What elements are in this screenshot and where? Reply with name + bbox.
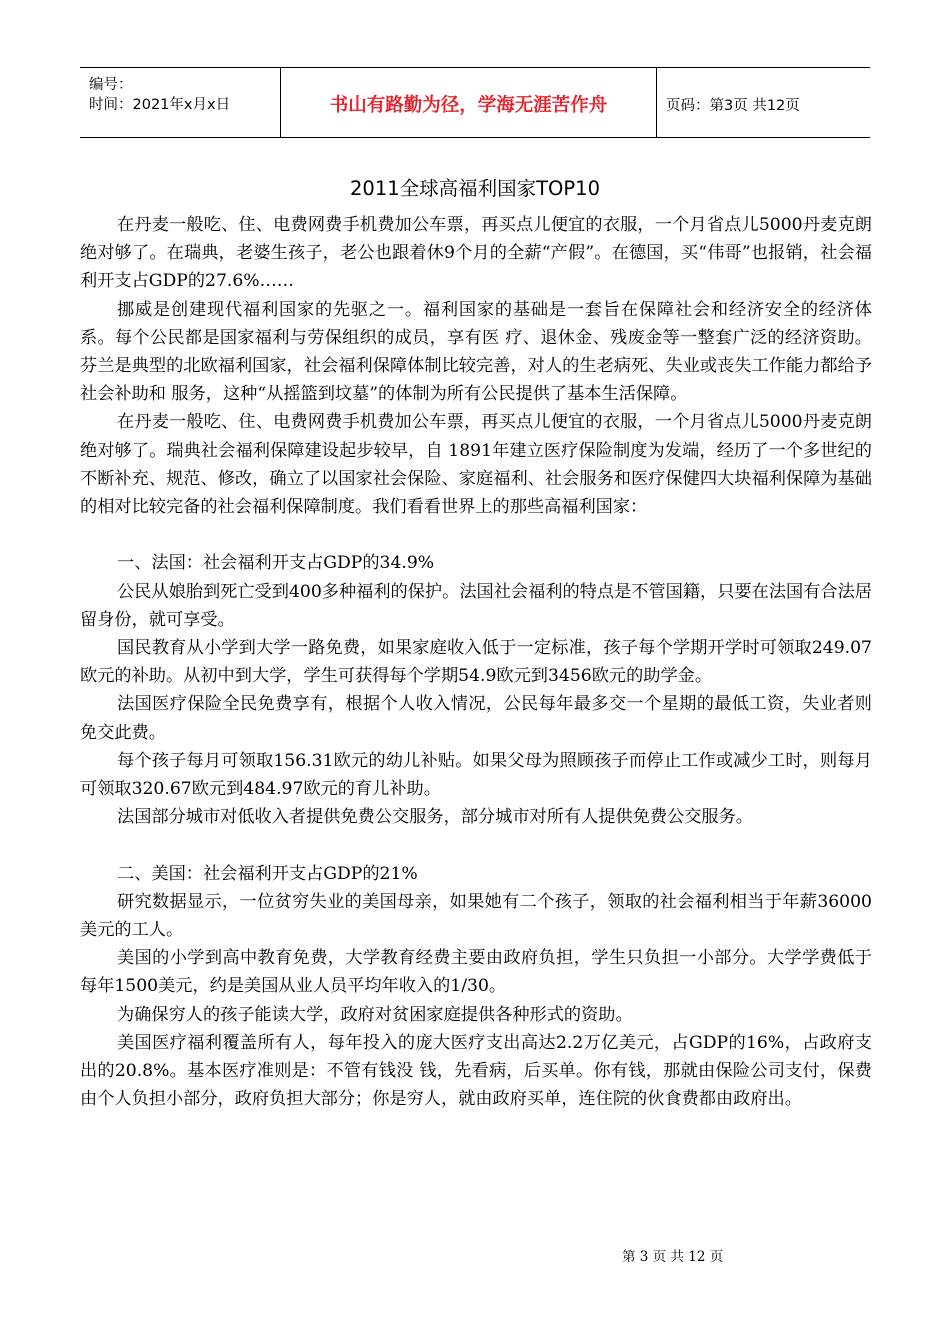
section-heading-usa: 二、美国：社会福利开支占GDP的21% [117,863,418,884]
paragraph: 美国医疗福利覆盖所有人，每年投入的庞大医疗支出高达2.2万亿美元，占GDP的16%，占政府支出的20.8%。基本医疗准则是：不管有钱没 钱，先看病，后买单。你有钱，那就由保险公司支付，保费由个人负担小部分，政府负担大部分；你是穷人，就由政府买单，连住院的伙食费都由政府出。 [80,1032,872,1110]
paragraph: 为确保穷人的孩子能读大学，政府对贫困家庭提供各种形式的资助。 [117,1004,633,1025]
number-label: 编号： [89,77,133,93]
header-page-cell [657,68,870,137]
paragraph: 挪威是创建现代福利国家的先驱之一。福利国家的基础是一套旨在保障社会和经济安全的经济体系。每个公民都是国家福利与劳保组织的成员，享有医 疗、退休金、残废金等一整套广泛的经济资助。芬兰是典型的北欧福利国家，社会福利保障体制比较完善，对人的生老病死、失业或丧失工作能力都给予社会补助和 服务，这种“从摇篮到坟墓”的体制为所有公民提供了基本生活保障。 [80,299,872,405]
paragraph: 法国医疗保险全民免费享有，根据个人收入情况，公民每年最多交一个星期的最低工资，失业者则免交此费。 [80,694,872,743]
paragraph: 国民教育从小学到大学一路免费，如果家庭收入低于一定标准，孩子每个学期开学时可领取249.07欧元的补助。从初中到大学，学生可获得每个学期54.9欧元到3456欧元的助学金。 [80,638,872,687]
page-header [80,67,870,138]
document-title: 2011全球高福利国家TOP10 [350,177,600,200]
page-info: 页码：第3页 共12页 [666,98,800,114]
section-heading-france: 一、法国：社会福利开支占GDP的34.9% [117,553,435,574]
footer-page-number: 第 3 页 共 12 页 [622,1249,724,1265]
header-meta-cell [80,68,281,137]
paragraph: 在丹麦一般吃、住、电费网费手机费加公车票，再买点儿便宜的衣服，一个月省点儿5000丹麦克朗绝对够了。瑞典社会福利保障建设起步较早，自 1891年建立医疗保险制度为发端，经历了一个多世纪的不断补充、规范、修改，确立了以国家社会保险、家庭福利、社会服务和医疗保健四大块福利保障为基础 的相对比较完备的社会福利保障制度。我们看看世界上的那些高福利国家： [80,412,872,518]
paragraph: 美国的小学到高中教育免费，大学教育经费主要由政府负担，学生只负担一小部分。大学学费低于每年1500美元，约是美国从业人员平均年收入的1/30。 [80,948,872,997]
paragraph: 法国部分城市对低收入者提供免费公交服务，部分城市对所有人提供免费公交服务。 [117,807,753,828]
paragraph: 在丹麦一般吃、住、电费网费手机费加公车票，再买点儿便宜的衣服，一个月省点儿5000丹麦克朗绝对够了。在瑞典，老婆生孩子，老公也跟着休9个月的全薪“产假”。在德国，买“伟哥”也报销，社会福利开支占GDP的27.6%…… [80,215,872,292]
date-label: 时间：2021年x月x日 [89,97,231,113]
paragraph: 研究数据显示，一位贫穷失业的美国母亲，如果她有二个孩子，领取的社会福利相当于年薪36000美元的工人。 [80,891,872,941]
document-body [80,211,872,1113]
paragraph: 每个孩子每月可领取156.31欧元的幼儿补贴。如果父母为照顾孩子而停止工作或减少工时，则每月可领取320.67欧元到484.97欧元的育儿补助。 [80,750,872,800]
paragraph: 公民从娘胎到死亡受到400多种福利的保护。法国社会福利的特点是不管国籍，只要在法国有合法居留身份，就可享受。 [80,581,872,630]
header-motto-cell [281,68,657,137]
motto: 书山有路勤为径，学海无涯苦作舟 [329,95,608,116]
